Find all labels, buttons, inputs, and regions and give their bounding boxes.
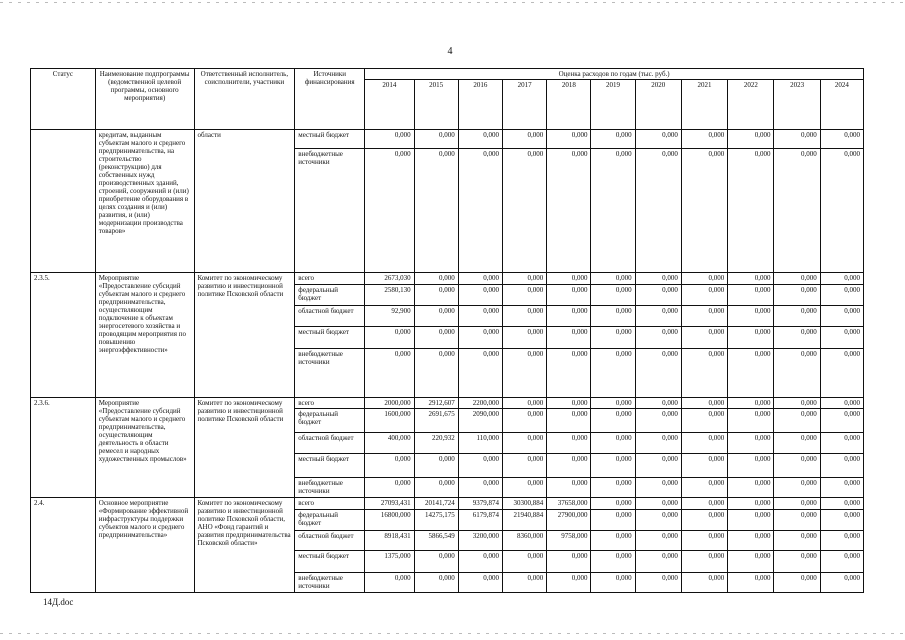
value-cell: 0,000: [635, 348, 681, 397]
value-cell: 0,000: [365, 454, 414, 477]
responsible-cell: Комитет по экономическому развитию и инвестиционной политике Псковской области, АНО «Фонд гарантий и развития предпринимательства Псковской области»: [194, 497, 295, 592]
value-cell: 8918,431: [365, 531, 414, 551]
value-cell: 0,000: [503, 477, 547, 497]
source-cell: местный бюджет: [295, 130, 365, 149]
value-cell: 0,000: [774, 572, 820, 592]
value-cell: 0,000: [635, 432, 681, 453]
value-cell: 0,000: [635, 149, 681, 273]
measure-name-cell: Мероприятие «Предоставление субсидий субъектам малого и среднего предпринимательства, осуществляющим подключение к объектам энергосетевого хозяйства и проводящим мероприятия по повышению энергоэффективности»: [95, 272, 194, 397]
table-row: [31, 497, 864, 509]
value-cell: 0,000: [635, 397, 681, 409]
value-cell: 0,000: [681, 348, 727, 397]
value-cell: 2912,607: [414, 397, 458, 409]
source-cell: внебюджетные источники: [295, 348, 365, 397]
value-cell: 0,000: [503, 409, 547, 432]
value-cell: 0,000: [774, 397, 820, 409]
value-cell: 0,000: [728, 409, 774, 432]
measure-name-cell: Мероприятие «Предоставление субсидий субъектам малого и среднего предпринимательства, осуществляющим деятельность в области ремесел и народных художественных промыслов»: [95, 397, 194, 497]
value-cell: 0,000: [728, 149, 774, 273]
value-cell: 0,000: [591, 572, 635, 592]
value-cell: 0,000: [458, 477, 502, 497]
value-cell: 0,000: [547, 432, 591, 453]
value-cell: 0,000: [414, 477, 458, 497]
value-cell: 0,000: [414, 149, 458, 273]
value-cell: 0,000: [503, 130, 547, 149]
value-cell: 0,000: [774, 409, 820, 432]
value-cell: 0,000: [774, 272, 820, 284]
source-cell: областной бюджет: [295, 306, 365, 327]
value-cell: 0,000: [591, 272, 635, 284]
value-cell: 0,000: [820, 432, 863, 453]
value-cell: 0,000: [681, 306, 727, 327]
header-year: 2017: [503, 80, 547, 130]
source-cell: всего: [295, 497, 365, 509]
value-cell: 0,000: [414, 551, 458, 572]
value-cell: 0,000: [728, 477, 774, 497]
value-cell: 0,000: [365, 477, 414, 497]
page-number: 4: [447, 46, 453, 57]
value-cell: 0,000: [503, 306, 547, 327]
value-cell: 2000,000: [365, 397, 414, 409]
value-cell: 0,000: [728, 432, 774, 453]
value-cell: 0,000: [635, 409, 681, 432]
value-cell: 0,000: [681, 432, 727, 453]
value-cell: 27900,000: [547, 509, 591, 530]
value-cell: 400,000: [365, 432, 414, 453]
source-cell: областной бюджет: [295, 531, 365, 551]
source-cell: федеральный бюджет: [295, 509, 365, 530]
value-cell: 0,000: [635, 306, 681, 327]
value-cell: 0,000: [503, 348, 547, 397]
value-cell: 21940,884: [503, 509, 547, 530]
value-cell: 2691,675: [414, 409, 458, 432]
value-cell: 0,000: [820, 397, 863, 409]
value-cell: 0,000: [728, 348, 774, 397]
value-cell: 0,000: [591, 397, 635, 409]
table-row: [31, 397, 864, 409]
header-year: 2019: [591, 80, 635, 130]
value-cell: 0,000: [681, 327, 727, 348]
value-cell: 0,000: [681, 149, 727, 273]
value-cell: 6179,874: [458, 509, 502, 530]
header-year: 2021: [681, 80, 727, 130]
value-cell: 0,000: [365, 327, 414, 348]
value-cell: 0,000: [591, 531, 635, 551]
value-cell: 2090,000: [458, 409, 502, 432]
value-cell: 0,000: [547, 551, 591, 572]
value-cell: 0,000: [635, 130, 681, 149]
value-cell: 27093,431: [365, 497, 414, 509]
value-cell: 0,000: [728, 497, 774, 509]
value-cell: 0,000: [547, 306, 591, 327]
value-cell: 0,000: [365, 572, 414, 592]
value-cell: 0,000: [728, 397, 774, 409]
value-cell: 0,000: [728, 551, 774, 572]
source-cell: внебюджетные источники: [295, 149, 365, 273]
status-cell: 2.3.6.: [31, 397, 96, 497]
scan-edge-top: [0, 2, 905, 3]
value-cell: 0,000: [774, 477, 820, 497]
value-cell: 0,000: [681, 454, 727, 477]
table-row: [31, 272, 864, 284]
value-cell: 0,000: [635, 509, 681, 530]
value-cell: 0,000: [774, 497, 820, 509]
value-cell: 0,000: [635, 284, 681, 305]
value-cell: 2200,000: [458, 397, 502, 409]
value-cell: 0,000: [681, 397, 727, 409]
value-cell: 0,000: [774, 149, 820, 273]
value-cell: 0,000: [820, 327, 863, 348]
value-cell: 0,000: [591, 551, 635, 572]
value-cell: 0,000: [547, 454, 591, 477]
value-cell: 0,000: [503, 432, 547, 453]
value-cell: 0,000: [503, 572, 547, 592]
value-cell: 0,000: [681, 409, 727, 432]
value-cell: 0,000: [635, 551, 681, 572]
value-cell: 0,000: [503, 551, 547, 572]
value-cell: 0,000: [591, 348, 635, 397]
header-year: 2014: [365, 80, 414, 130]
table-row: [31, 130, 864, 149]
value-cell: 0,000: [547, 284, 591, 305]
value-cell: 0,000: [728, 327, 774, 348]
value-cell: 0,000: [547, 272, 591, 284]
header-year: 2023: [774, 80, 820, 130]
value-cell: 0,000: [635, 497, 681, 509]
value-cell: 0,000: [365, 149, 414, 273]
value-cell: 110,000: [458, 432, 502, 453]
value-cell: 0,000: [681, 284, 727, 305]
value-cell: 0,000: [547, 477, 591, 497]
value-cell: 0,000: [591, 454, 635, 477]
value-cell: 0,000: [728, 572, 774, 592]
value-cell: 2673,030: [365, 272, 414, 284]
value-cell: 0,000: [458, 149, 502, 273]
value-cell: 0,000: [774, 306, 820, 327]
value-cell: 0,000: [414, 306, 458, 327]
value-cell: 0,000: [547, 149, 591, 273]
value-cell: 0,000: [458, 284, 502, 305]
value-cell: 0,000: [591, 130, 635, 149]
value-cell: 0,000: [635, 477, 681, 497]
source-cell: местный бюджет: [295, 454, 365, 477]
value-cell: 37658,000: [547, 497, 591, 509]
value-cell: 0,000: [774, 284, 820, 305]
value-cell: 0,000: [547, 572, 591, 592]
value-cell: 0,000: [591, 149, 635, 273]
value-cell: 0,000: [635, 327, 681, 348]
value-cell: 0,000: [591, 509, 635, 530]
value-cell: 0,000: [414, 348, 458, 397]
value-cell: 0,000: [728, 306, 774, 327]
value-cell: 0,000: [503, 454, 547, 477]
scan-edge-bottom: [0, 633, 905, 634]
value-cell: 0,000: [681, 531, 727, 551]
value-cell: 8360,000: [503, 531, 547, 551]
value-cell: 0,000: [820, 272, 863, 284]
value-cell: 0,000: [591, 432, 635, 453]
value-cell: 0,000: [547, 397, 591, 409]
status-cell: 2.4.: [31, 497, 96, 592]
value-cell: 0,000: [774, 531, 820, 551]
value-cell: 0,000: [681, 572, 727, 592]
header-name: Наименование подпрограммы (ведомственной целевой программы, основного мероприятия): [95, 69, 194, 130]
value-cell: 0,000: [458, 454, 502, 477]
value-cell: 0,000: [414, 572, 458, 592]
header-year: 2015: [414, 80, 458, 130]
value-cell: 0,000: [820, 551, 863, 572]
value-cell: 0,000: [820, 130, 863, 149]
value-cell: 0,000: [591, 284, 635, 305]
value-cell: 0,000: [547, 348, 591, 397]
value-cell: 0,000: [820, 306, 863, 327]
value-cell: 2580,130: [365, 284, 414, 305]
value-cell: 0,000: [820, 284, 863, 305]
value-cell: 0,000: [635, 454, 681, 477]
value-cell: 0,000: [774, 327, 820, 348]
value-cell: 0,000: [820, 348, 863, 397]
value-cell: 0,000: [591, 306, 635, 327]
header-year: 2022: [728, 80, 774, 130]
value-cell: 0,000: [774, 130, 820, 149]
value-cell: 0,000: [820, 509, 863, 530]
value-cell: 9758,000: [547, 531, 591, 551]
source-cell: федеральный бюджет: [295, 409, 365, 432]
value-cell: 0,000: [728, 509, 774, 530]
value-cell: 0,000: [820, 477, 863, 497]
value-cell: 0,000: [820, 497, 863, 509]
value-cell: 16800,000: [365, 509, 414, 530]
value-cell: 0,000: [820, 454, 863, 477]
value-cell: 0,000: [635, 272, 681, 284]
value-cell: 0,000: [503, 272, 547, 284]
value-cell: 9379,874: [458, 497, 502, 509]
value-cell: 0,000: [820, 531, 863, 551]
value-cell: 0,000: [414, 130, 458, 149]
status-cell: 2.3.5.: [31, 272, 96, 397]
value-cell: 0,000: [458, 130, 502, 149]
source-cell: местный бюджет: [295, 327, 365, 348]
source-cell: всего: [295, 272, 365, 284]
value-cell: 0,000: [774, 509, 820, 530]
value-cell: 220,932: [414, 432, 458, 453]
value-cell: 0,000: [728, 272, 774, 284]
value-cell: 0,000: [414, 272, 458, 284]
value-cell: 0,000: [365, 130, 414, 149]
value-cell: 0,000: [774, 551, 820, 572]
value-cell: 3200,000: [458, 531, 502, 551]
value-cell: 0,000: [728, 531, 774, 551]
measure-name-cell: кредитам, выданным субъектам малого и среднего предпринимательства, на строительство (реконструкцию) для собственных нужд производственных зданий, строений, сооружений и (или) приобретение оборудования в целях создания и (или) развития, и (или) модернизации производства товаров»: [95, 130, 194, 273]
source-cell: внебюджетные источники: [295, 572, 365, 592]
value-cell: 30300,884: [503, 497, 547, 509]
value-cell: 0,000: [458, 272, 502, 284]
header-year: 2020: [635, 80, 681, 130]
responsible-cell: Комитет по экономическому развитию и инвестиционной политике Псковской области: [194, 397, 295, 497]
value-cell: 0,000: [591, 327, 635, 348]
value-cell: 0,000: [774, 454, 820, 477]
value-cell: 0,000: [591, 477, 635, 497]
value-cell: 0,000: [635, 572, 681, 592]
value-cell: 0,000: [681, 509, 727, 530]
value-cell: 0,000: [365, 348, 414, 397]
value-cell: 0,000: [728, 284, 774, 305]
value-cell: 0,000: [635, 531, 681, 551]
value-cell: 0,000: [458, 327, 502, 348]
header-sources: Источники финансирования: [295, 69, 365, 130]
budget-table: [30, 68, 864, 593]
value-cell: 0,000: [728, 454, 774, 477]
value-cell: 0,000: [458, 306, 502, 327]
value-cell: 0,000: [681, 551, 727, 572]
header-year: 2018: [547, 80, 591, 130]
value-cell: 0,000: [547, 409, 591, 432]
value-cell: 0,000: [414, 284, 458, 305]
source-cell: внебюджетные источники: [295, 477, 365, 497]
value-cell: 0,000: [503, 327, 547, 348]
measure-name-cell: Основное мероприятие «Формирование эффективной инфраструктуры поддержки субъектов малого и среднего предпринимательства»: [95, 497, 194, 592]
value-cell: 0,000: [458, 348, 502, 397]
value-cell: 0,000: [820, 572, 863, 592]
value-cell: 92,900: [365, 306, 414, 327]
value-cell: 0,000: [820, 409, 863, 432]
value-cell: 0,000: [503, 284, 547, 305]
value-cell: 0,000: [503, 397, 547, 409]
value-cell: 0,000: [458, 551, 502, 572]
value-cell: 0,000: [681, 272, 727, 284]
value-cell: 0,000: [820, 149, 863, 273]
value-cell: 0,000: [414, 454, 458, 477]
header-status: Статус: [31, 69, 96, 130]
value-cell: 0,000: [458, 572, 502, 592]
value-cell: 0,000: [547, 327, 591, 348]
value-cell: 0,000: [547, 130, 591, 149]
value-cell: 1375,000: [365, 551, 414, 572]
header-responsible: Ответственный исполнитель, соисполнители, участники: [194, 69, 295, 130]
value-cell: 0,000: [681, 497, 727, 509]
header-year: 2016: [458, 80, 502, 130]
footer-filename: 14Д.doc: [43, 597, 74, 607]
responsible-cell: Комитет по экономическому развитию и инвестиционной политике Псковской области: [194, 272, 295, 397]
value-cell: 0,000: [774, 432, 820, 453]
header-year: 2024: [820, 80, 863, 130]
value-cell: 0,000: [681, 130, 727, 149]
value-cell: 1600,000: [365, 409, 414, 432]
value-cell: 0,000: [591, 409, 635, 432]
value-cell: 0,000: [728, 130, 774, 149]
value-cell: 0,000: [503, 149, 547, 273]
value-cell: 5866,549: [414, 531, 458, 551]
value-cell: 0,000: [681, 477, 727, 497]
source-cell: областной бюджет: [295, 432, 365, 453]
source-cell: местный бюджет: [295, 551, 365, 572]
source-cell: всего: [295, 397, 365, 409]
responsible-cell: области: [194, 130, 295, 273]
source-cell: федеральный бюджет: [295, 284, 365, 305]
header-estimate: Оценка расходов по годам (тыс. руб.): [365, 69, 864, 80]
value-cell: 0,000: [774, 348, 820, 397]
value-cell: 20141,724: [414, 497, 458, 509]
value-cell: 14275,175: [414, 509, 458, 530]
value-cell: 0,000: [414, 327, 458, 348]
value-cell: 0,000: [591, 497, 635, 509]
status-cell: [31, 130, 96, 273]
